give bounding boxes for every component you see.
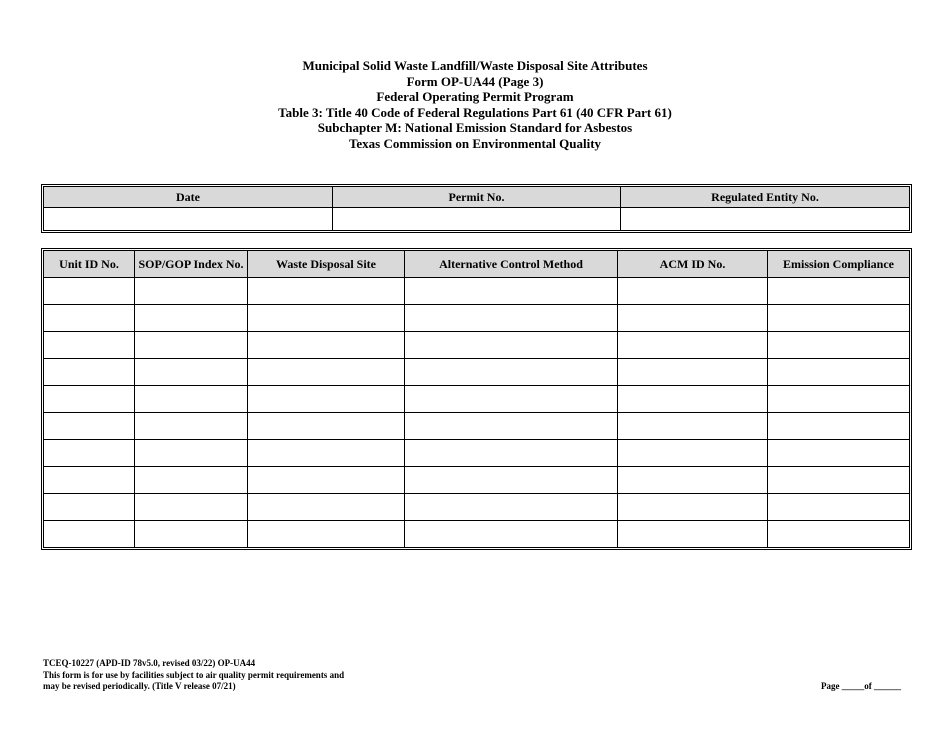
waste-disposal-site-header: Waste Disposal Site — [248, 251, 405, 278]
acm-id-cell[interactable] — [618, 386, 768, 413]
acm-id-cell[interactable] — [618, 521, 768, 547]
alternative-control-method-cell[interactable] — [405, 467, 618, 494]
waste-disposal-site-cell[interactable] — [248, 413, 405, 440]
alternative-control-method-cell[interactable] — [405, 440, 618, 467]
alternative-control-method-cell[interactable] — [405, 332, 618, 359]
alternative-control-method-cell[interactable] — [405, 521, 618, 547]
form-title-block — [0, 58, 950, 152]
waste-disposal-site-cell[interactable] — [248, 359, 405, 386]
unit-id-cell[interactable] — [44, 332, 135, 359]
acm-id-cell[interactable] — [618, 440, 768, 467]
acm-id-cell[interactable] — [618, 278, 768, 305]
unit-id-cell[interactable] — [44, 359, 135, 386]
title-line: Form OP-UA44 (Page 3) — [406, 73, 544, 89]
unit-id-cell[interactable] — [44, 440, 135, 467]
acm-id-cell[interactable] — [618, 305, 768, 332]
page-number-label: Page _____of ______ — [821, 681, 901, 691]
acm-id-cell[interactable] — [618, 467, 768, 494]
acm-id-cell[interactable] — [618, 413, 768, 440]
alternative-control-method-cell[interactable] — [405, 305, 618, 332]
form-footer — [43, 658, 344, 693]
sop-gop-index-cell[interactable] — [135, 386, 248, 413]
acm-id-cell[interactable] — [618, 359, 768, 386]
permit-info-table — [43, 186, 910, 231]
emission-compliance-cell[interactable] — [768, 440, 909, 467]
unit-id-header: Unit ID No. — [44, 251, 135, 278]
alternative-control-method-header: Alternative Control Method — [405, 251, 618, 278]
sop-gop-index-cell[interactable] — [135, 521, 248, 547]
waste-disposal-site-cell[interactable] — [248, 332, 405, 359]
alternative-control-method-cell[interactable] — [405, 494, 618, 521]
unit-id-cell[interactable] — [44, 521, 135, 547]
footer-line: may be revised periodically. (Title V release 07/21) — [43, 681, 236, 691]
regulated-entity-no-header: Regulated Entity No. — [621, 187, 909, 208]
waste-disposal-site-cell[interactable] — [248, 386, 405, 413]
emission-compliance-cell[interactable] — [768, 413, 909, 440]
unit-id-cell[interactable] — [44, 305, 135, 332]
emission-compliance-cell[interactable] — [768, 467, 909, 494]
footer-line: This form is for use by facilities subject to air quality permit requirements and — [43, 669, 345, 680]
date-field[interactable] — [44, 208, 333, 230]
title-line: Table 3: Title 40 Code of Federal Regulations Part 61 (40 CFR Part 61) — [278, 104, 672, 120]
emission-compliance-cell[interactable] — [768, 359, 909, 386]
acm-id-cell[interactable] — [618, 332, 768, 359]
permit-no-field[interactable] — [333, 208, 621, 230]
table-row — [44, 440, 909, 467]
unit-id-cell[interactable] — [44, 494, 135, 521]
sop-gop-index-cell[interactable] — [135, 305, 248, 332]
waste-disposal-site-cell[interactable] — [248, 278, 405, 305]
alternative-control-method-cell[interactable] — [405, 386, 618, 413]
waste-disposal-site-cell[interactable] — [248, 494, 405, 521]
sop-gop-index-cell[interactable] — [135, 440, 248, 467]
emission-compliance-cell[interactable] — [768, 332, 909, 359]
table-row — [44, 521, 909, 547]
emission-compliance-cell[interactable] — [768, 494, 909, 521]
acm-id-header: ACM ID No. — [618, 251, 768, 278]
title-line: Subchapter M: National Emission Standard for Asbestos — [317, 120, 633, 136]
sop-gop-index-cell[interactable] — [135, 278, 248, 305]
unit-id-cell[interactable] — [44, 467, 135, 494]
emission-compliance-cell[interactable] — [768, 278, 909, 305]
unit-id-cell[interactable] — [44, 386, 135, 413]
emission-compliance-cell[interactable] — [768, 386, 909, 413]
title-line: Federal Operating Permit Program — [376, 89, 574, 105]
sop-gop-index-cell[interactable] — [135, 413, 248, 440]
alternative-control-method-cell[interactable] — [405, 359, 618, 386]
sop-gop-index-cell[interactable] — [135, 467, 248, 494]
table-row — [44, 413, 909, 440]
footer-line: TCEQ-10227 (APD-ID 78v5.0, revised 03/22) OP-UA44 — [43, 658, 256, 668]
waste-disposal-site-cell[interactable] — [248, 467, 405, 494]
sop-gop-index-header: SOP/GOP Index No. — [135, 251, 248, 278]
waste-disposal-site-cell[interactable] — [248, 521, 405, 547]
sop-gop-index-cell[interactable] — [135, 494, 248, 521]
table-row — [44, 494, 909, 521]
acm-id-cell[interactable] — [618, 494, 768, 521]
unit-attributes-table — [43, 250, 910, 548]
permit-no-header: Permit No. — [333, 187, 621, 208]
sop-gop-index-cell[interactable] — [135, 332, 248, 359]
emission-compliance-cell[interactable] — [768, 521, 909, 547]
table-row — [44, 332, 909, 359]
table-row — [44, 278, 909, 305]
emission-compliance-header: Emission Compliance — [768, 251, 909, 278]
alternative-control-method-cell[interactable] — [405, 278, 618, 305]
date-header: Date — [44, 187, 333, 208]
sop-gop-index-cell[interactable] — [135, 359, 248, 386]
unit-id-cell[interactable] — [44, 278, 135, 305]
unit-attributes-body — [44, 278, 909, 547]
emission-compliance-cell[interactable] — [768, 305, 909, 332]
table-row — [44, 467, 909, 494]
waste-disposal-site-cell[interactable] — [248, 305, 405, 332]
title-line: Texas Commission on Environmental Quality — [348, 135, 602, 151]
table-row — [44, 386, 909, 413]
waste-disposal-site-cell[interactable] — [248, 440, 405, 467]
alternative-control-method-cell[interactable] — [405, 413, 618, 440]
table-row — [44, 305, 909, 332]
title-line: Municipal Solid Waste Landfill/Waste Disposal Site Attributes — [302, 58, 648, 73]
regulated-entity-no-field[interactable] — [621, 208, 909, 230]
unit-id-cell[interactable] — [44, 413, 135, 440]
table-row — [44, 359, 909, 386]
